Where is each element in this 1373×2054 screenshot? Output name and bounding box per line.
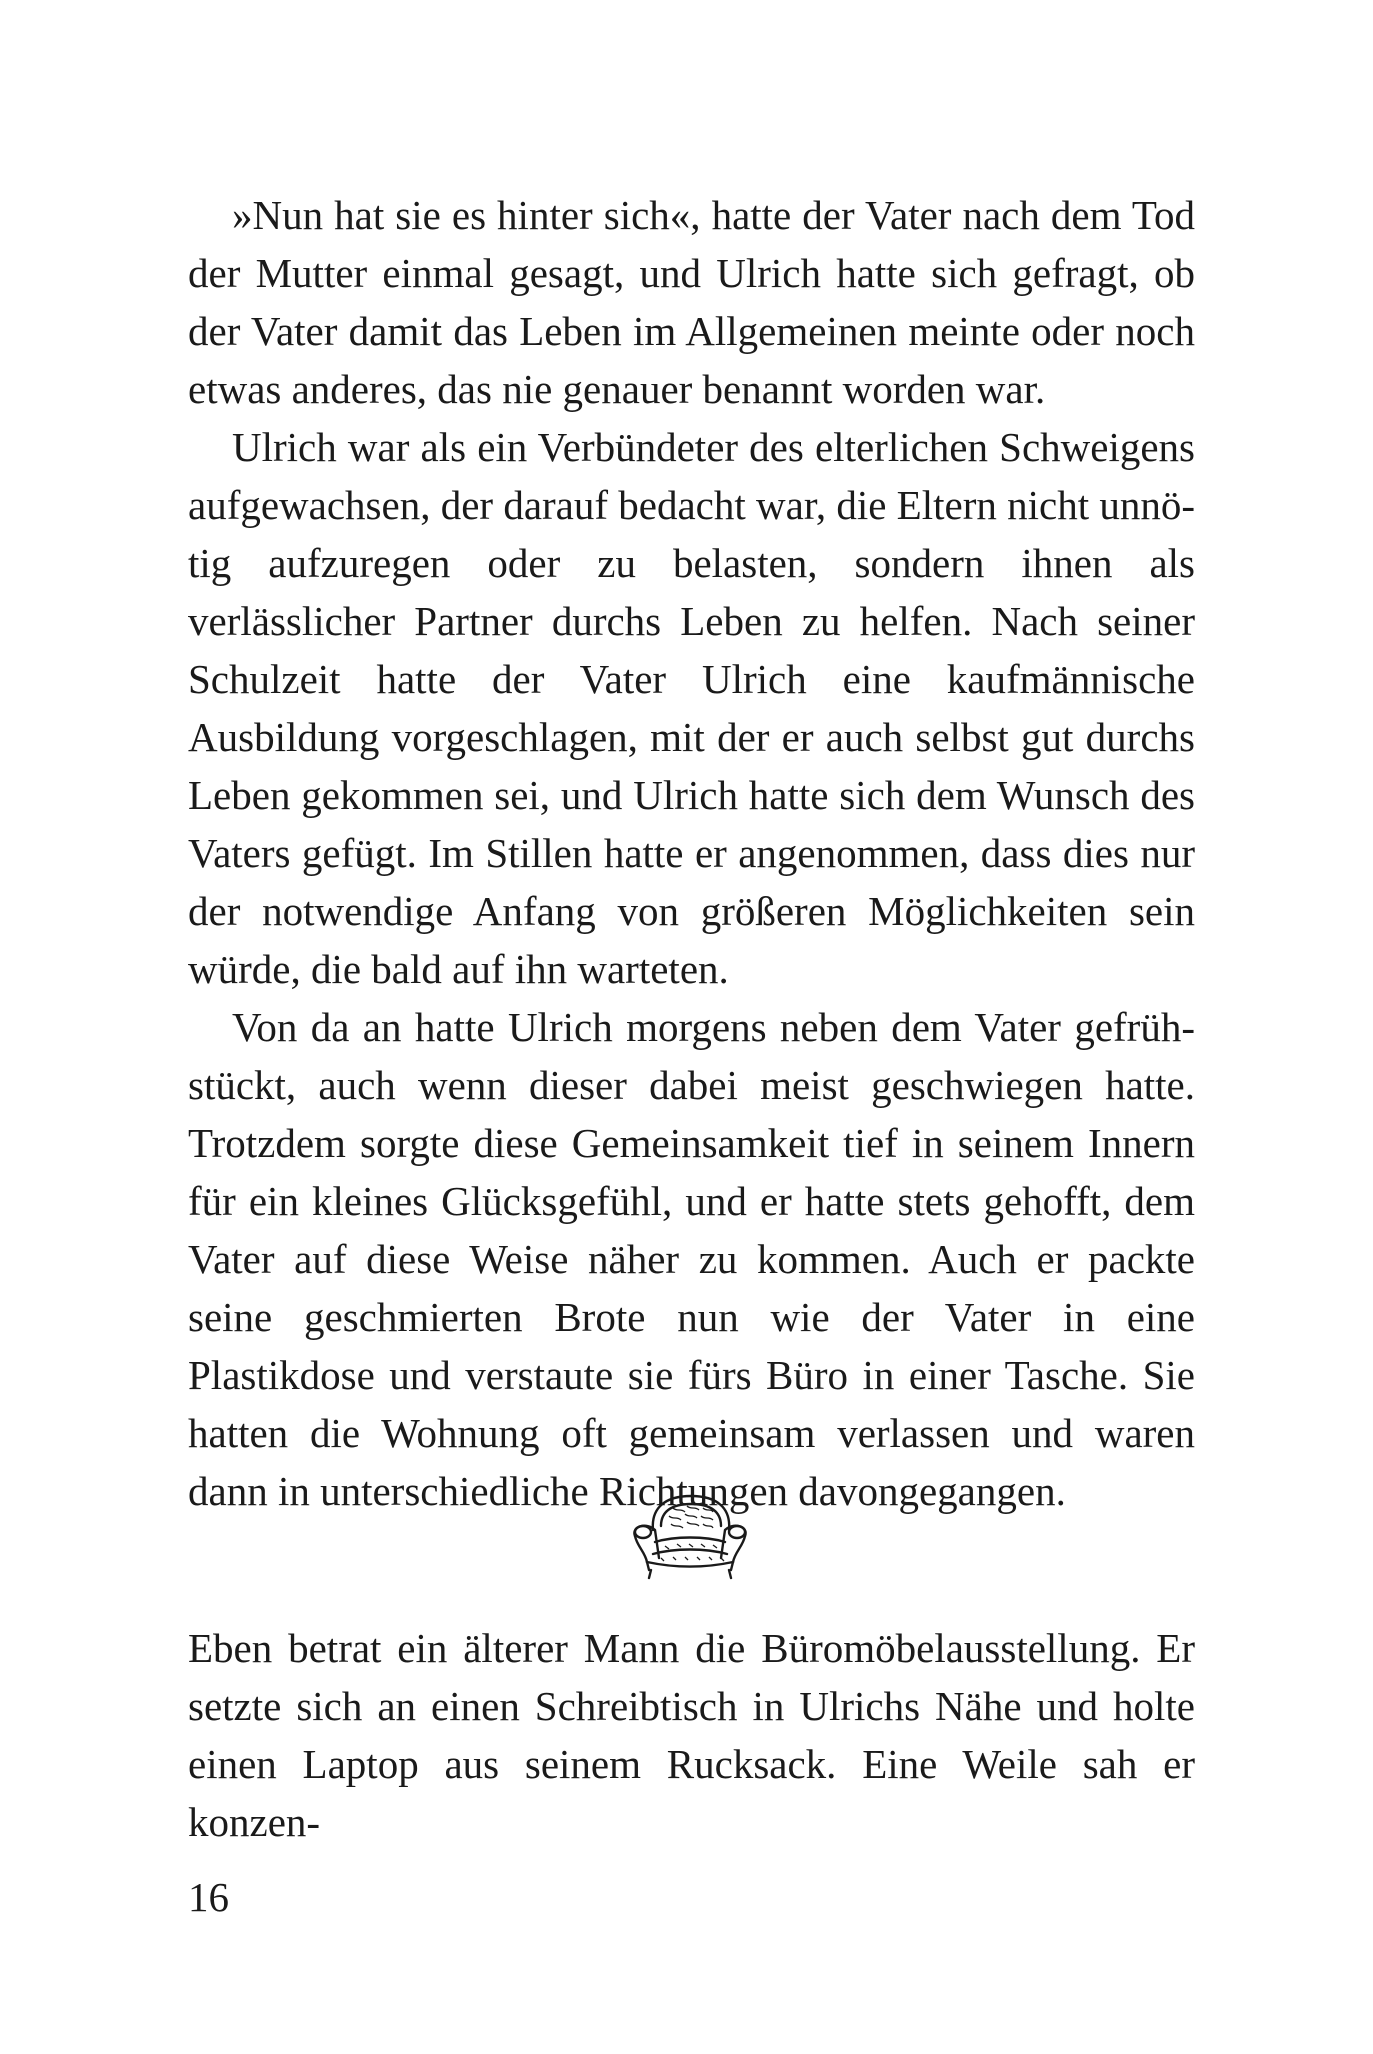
page-number: 16 — [188, 1874, 229, 1920]
paragraph-breakfast: Von da an hatte Ulrich morgens neben dem Vater gefrühstückt, auch wenn dieser dabei meist geschwiegen hatte. Trotzdem sorgte diese Gemeinsamkeit tief in seinem Innern für ein kleines Glücksgefühl, und er hatte stets gehofft, dem Vater auf diese Weise näher zu kommen. Auch er packte seine geschmierten Brote nun wie der Vater in eine Plastikdose und verstaute sie fürs Büro in einer Tasche. Sie hatten die Wohnung oft gemeinsam verlassen und waren dann in unterschiedliche Richtungen davongegangen. — [188, 1004, 1195, 1514]
paragraph-father-quote: »Nun hat sie es hinter sich«, hatte der Vater nach dem Tod der Mutter einmal gesagt, und Ulrich hatte sich gefragt, ob der Vater damit das Leben im Allgemeinen meinte oder noch etwas anderes, das nie genauer benannt worden war. — [188, 192, 1195, 412]
main-text-section — [188, 186, 1195, 1520]
section-two-text — [188, 1619, 1195, 1851]
paragraph-older-man: Eben betrat ein älterer Mann die Büromöbelausstellung. Er setzte sich an einen Schreibtisch in Ulrichs Nähe und holte einen Laptop aus seinem Rucksack. Eine Weile sah er konzen- — [188, 1625, 1195, 1845]
armchair-icon — [625, 1486, 755, 1582]
paragraph-ulrich-upbringing: Ulrich war als ein Verbündeter des elterlichen Schweigens aufgewachsen, der darauf bedacht war, die Eltern nicht unnötig aufzuregen oder zu belasten, sondern ihnen als verlässlicher Partner durchs Leben zu helfen. Nach seiner Schulzeit hatte der Vater Ulrich eine kaufmännische Ausbildung vorgeschlagen, mit der er auch selbst gut durchs Leben gekommen sei, und Ulrich hatte sich dem Wunsch des Vaters gefügt. Im Stillen hatte er angenommen, dass dies nur der notwendige Anfang von größeren Möglichkeiten sein würde, die bald auf ihn warteten. — [188, 424, 1195, 992]
